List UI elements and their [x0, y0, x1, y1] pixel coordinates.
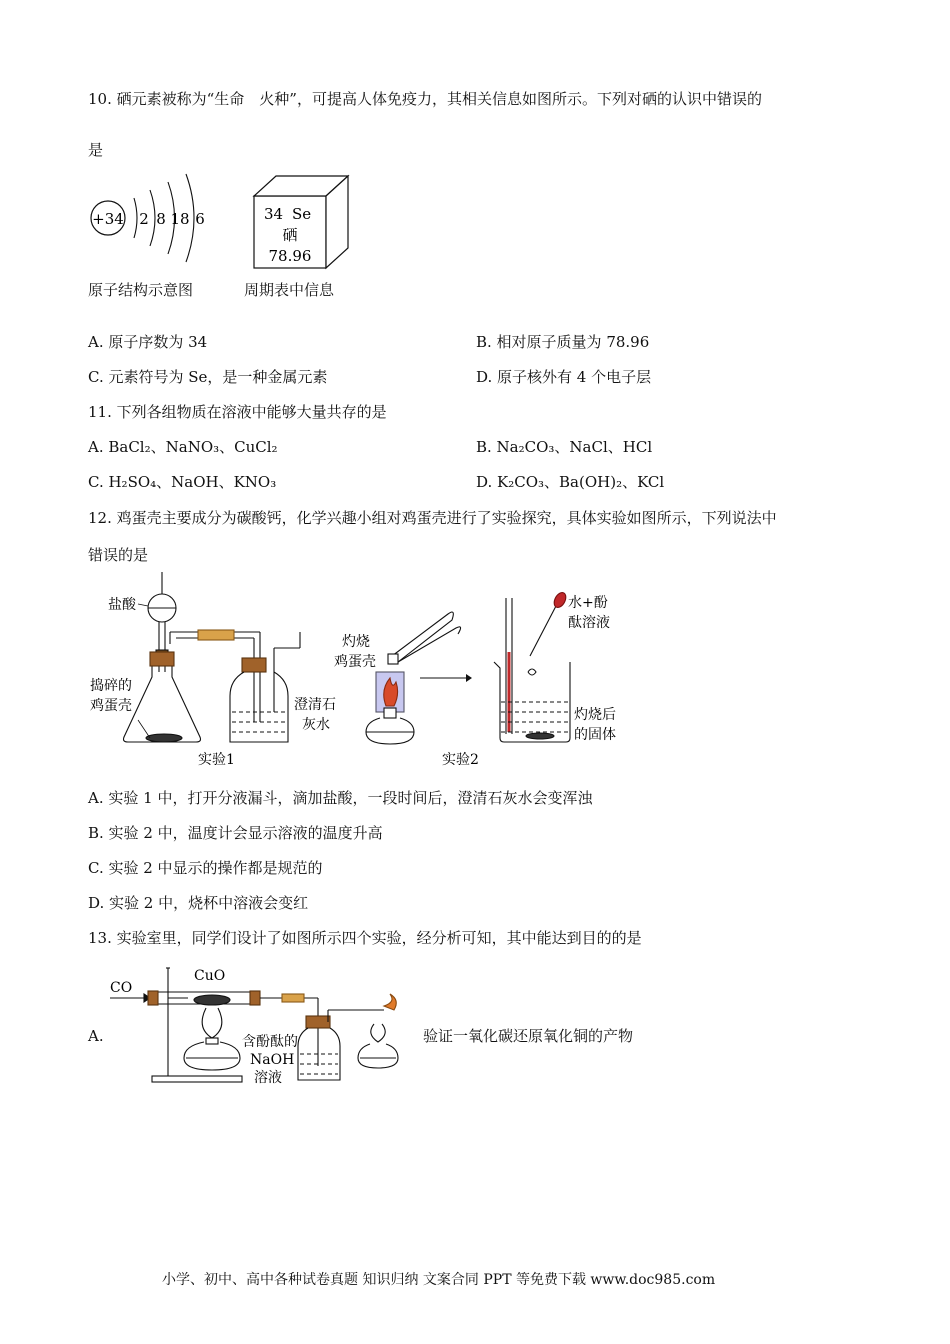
atom-caption: 原子结构示意图 [88, 281, 194, 299]
label-exp2: 实验2 [442, 752, 479, 768]
label-burn-2: 鸡蛋壳 [334, 654, 376, 670]
q10-stem-line2: 是 [88, 141, 104, 159]
cell-element-name: 硒 [282, 226, 298, 244]
label-shell-1: 捣碎的 [90, 678, 132, 694]
q10-option-a: A. 原子序数为 34 [88, 333, 208, 351]
shell-electrons-3: 18 [170, 210, 190, 228]
experiment-figure [80, 572, 640, 772]
label-shell-2: 鸡蛋壳 [90, 698, 132, 714]
label-co: CO [110, 980, 133, 996]
label-burn-1: 灼烧 [342, 634, 370, 650]
atom-structure-diagram [80, 168, 230, 278]
periodic-table-cell [252, 174, 352, 274]
q11-option-d: D. K₂CO₃、Ba(OH)₂、KCl [476, 473, 665, 491]
cell-caption: 周期表中信息 [244, 281, 335, 299]
label-phen-2: 酞溶液 [568, 615, 610, 631]
cell-atomic-mass: 78.96 [268, 247, 312, 265]
q11-option-a: A. BaCl₂、NaNO₃、CuCl₂ [88, 438, 278, 456]
q11-option-c: C. H₂SO₄、NaOH、KNO₃ [88, 473, 277, 491]
label-exp1: 实验1 [198, 752, 235, 768]
shell-electrons-2: 8 [156, 210, 166, 228]
atom-nucleus-label: +34 [92, 210, 124, 228]
conical-flask-apparatus [124, 572, 261, 742]
q10-option-c: C. 元素符号为 Se，是一种金属元素 [88, 368, 328, 386]
q11-stem: 11. 下列各组物质在溶液中能够大量共存的是 [88, 403, 387, 421]
cell-atomic-number: 34 [264, 205, 284, 223]
q12-option-d: D. 实验 2 中，烧杯中溶液会变红 [88, 894, 309, 912]
beaker-apparatus [494, 591, 570, 742]
label-naoh-1: 含酚酞的 [242, 1034, 298, 1050]
q10-stem-line1: 10. 硒元素被称为“生命 火种”，可提高人体免疫力，其相关信息如图所示。下列对硒的认识中错误的 [88, 90, 762, 108]
q13-option-a-letter: A. [88, 1027, 104, 1045]
label-cuo: CuO [194, 968, 226, 984]
gas-washing-bottle [230, 632, 300, 742]
label-lime-1: 澄清石 [294, 697, 336, 713]
page-footer: 小学、初中、高中各种试卷真题 知识归纳 文案合同 PPT 等免费下载 www.doc985.com [162, 1272, 716, 1288]
label-solid-2: 的固体 [574, 727, 616, 743]
q11-option-b: B. Na₂CO₃、NaCl、HCl [476, 438, 653, 456]
label-solid-1: 灼烧后 [574, 707, 616, 723]
q10-option-d: D. 原子核外有 4 个电子层 [476, 368, 652, 386]
q13-stem: 13. 实验室里，同学们设计了如图所示四个实验，经分析可知，其中能达到目的的是 [88, 929, 642, 947]
label-naoh-2: NaOH [250, 1052, 295, 1068]
label-naoh-3: 溶液 [254, 1070, 282, 1086]
q12-option-c: C. 实验 2 中显示的操作都是规范的 [88, 859, 323, 877]
shell-electrons-1: 2 [139, 210, 149, 228]
q12-option-b: B. 实验 2 中，温度计会显示溶液的温度升高 [88, 824, 383, 842]
co-reduction-apparatus [104, 958, 414, 1088]
label-acid: 盐酸 [108, 597, 136, 613]
q12-stem-line1: 12. 鸡蛋壳主要成分为碳酸钙，化学兴趣小组对鸡蛋壳进行了实验探究，具体实验如图所示，下列说法中 [88, 509, 777, 527]
q12-stem-line2: 错误的是 [88, 546, 149, 564]
label-phen-1: 水+酚 [568, 595, 608, 611]
q10-option-b: B. 相对原子质量为 78.96 [476, 333, 650, 351]
cell-symbol: Se [292, 205, 312, 223]
q12-option-a: A. 实验 1 中，打开分液漏斗，滴加盐酸，一段时间后，澄清石灰水会变浑浊 [88, 789, 593, 807]
q13-option-a-desc: 验证一氧化碳还原氧化铜的产物 [423, 1027, 634, 1045]
shell-electrons-4: 6 [195, 210, 205, 228]
label-lime-2: 灰水 [302, 717, 330, 733]
